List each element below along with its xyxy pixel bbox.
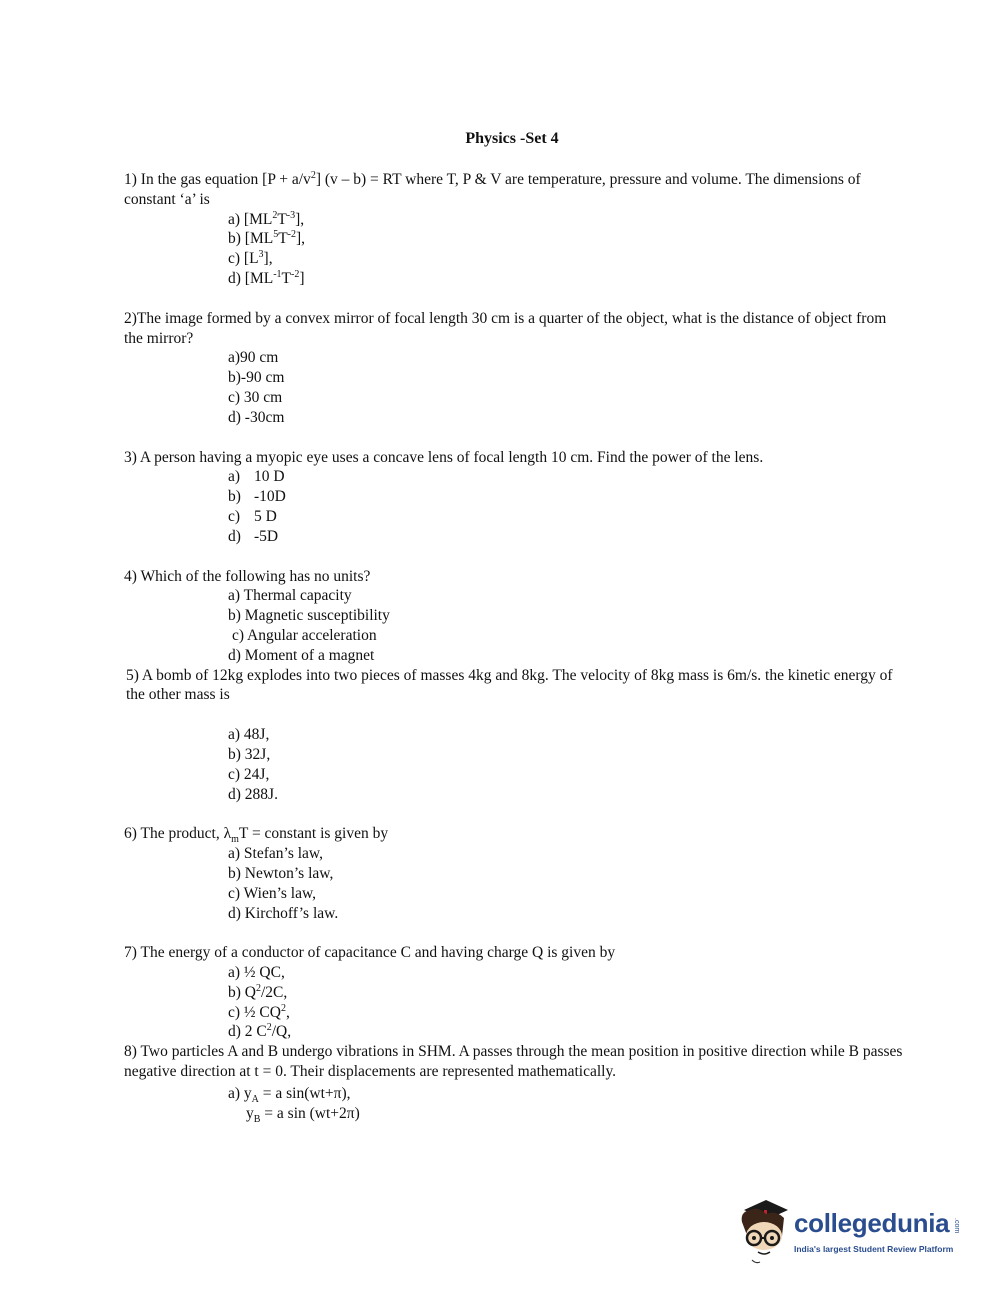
option: b) Newton’s law, xyxy=(228,864,334,882)
option: d) 288J. xyxy=(228,785,278,803)
question-5-options xyxy=(228,725,904,804)
option: d) Kirchoff’s law. xyxy=(228,904,339,922)
option: d) -5D xyxy=(228,527,279,545)
option: a)90 cm xyxy=(228,349,279,367)
question-1-options xyxy=(228,210,904,289)
option: a) Stefan’s law, xyxy=(228,845,323,863)
option: a) $y_A = a$ sin(wt+π), xyxy=(228,1084,351,1105)
option: a) ½ QC, xyxy=(228,964,285,982)
option: b) $Q^2/2C$, xyxy=(228,982,288,1001)
option: b) $[ML^5T^{-2}]$, xyxy=(228,229,306,248)
question-8-options xyxy=(228,1084,904,1124)
question-2-options xyxy=(228,348,904,427)
option: a) 48J, xyxy=(228,726,270,744)
question-3-options xyxy=(228,467,904,546)
option: a) Thermal capacity xyxy=(228,587,352,605)
question-5: 5) A bomb of 12kg explodes into two pieces of masses 4kg and 8kg. The velocity of 8kg mass is 6m/s. the kinetic energy of the other mass is xyxy=(126,666,893,704)
question-7-options xyxy=(228,963,904,1042)
collegedunia-logo xyxy=(736,1196,966,1276)
option: b) -10D xyxy=(228,488,286,506)
logo-domain: .com xyxy=(953,1218,960,1234)
option: d) -30cm xyxy=(228,408,285,426)
option: d) $[ML^{-1}T^{-2}]$ xyxy=(228,268,305,287)
option: c) Wien’s law, xyxy=(228,884,317,902)
option: $y_B = a$ sin (wt+2π) xyxy=(246,1104,360,1125)
option: b) Magnetic susceptibility xyxy=(228,607,390,625)
question-list xyxy=(124,170,904,1123)
option: c) 30 cm xyxy=(228,388,283,406)
option: c) 5 D xyxy=(228,507,277,525)
question-1: 1) In the gas equation $[P + a/v^2]$ (v – b) = RT where T, P & V are temperature, pressure and volume. The dimensions of constant ‘a’ is xyxy=(124,169,861,208)
option: c) Angular acceleration xyxy=(232,626,377,644)
question-4-options xyxy=(228,586,904,665)
logo-wordmark: collegedunia xyxy=(794,1208,950,1238)
question-6-options xyxy=(228,844,904,923)
question-4: 4) Which of the following has no units? xyxy=(124,567,371,585)
mascot-icon xyxy=(736,1196,798,1266)
option: d) 2 $C^2/Q$, xyxy=(228,1022,292,1041)
option: b)-90 cm xyxy=(228,369,285,387)
option: a) $[ML^2T^{-3}]$, xyxy=(228,209,305,228)
question-2: 2)The image formed by a convex mirror of focal length 30 cm is a quarter of the object, what is the distance of object from the mirror? xyxy=(124,309,887,347)
question-6: 6) The product, $\lambda_mT$ = constant is given by xyxy=(124,825,389,846)
option: d) Moment of a magnet xyxy=(228,646,375,664)
page-title: Physics -Set 4 xyxy=(465,130,559,147)
option: c) ½ $CQ^2$, xyxy=(228,1002,290,1021)
question-3: 3) A person having a myopic eye uses a concave lens of focal length 10 cm. Find the power of the lens. xyxy=(124,448,764,466)
question-7: 7) The energy of a conductor of capacitance C and having charge Q is given by xyxy=(124,944,616,962)
option: c) $[L^3]$, xyxy=(228,249,273,268)
option: a) 10 D xyxy=(228,468,285,486)
question-8: 8) Two particles A and B undergo vibrations in SHM. A passes through the mean position in positive direction while B passes negative direction at t = 0. Their displacements are represented mathematically. xyxy=(124,1043,903,1081)
logo-tagline: India's largest Student Review Platform xyxy=(794,1244,954,1254)
option: b) 32J, xyxy=(228,745,271,763)
option: c) 24J, xyxy=(228,765,270,783)
